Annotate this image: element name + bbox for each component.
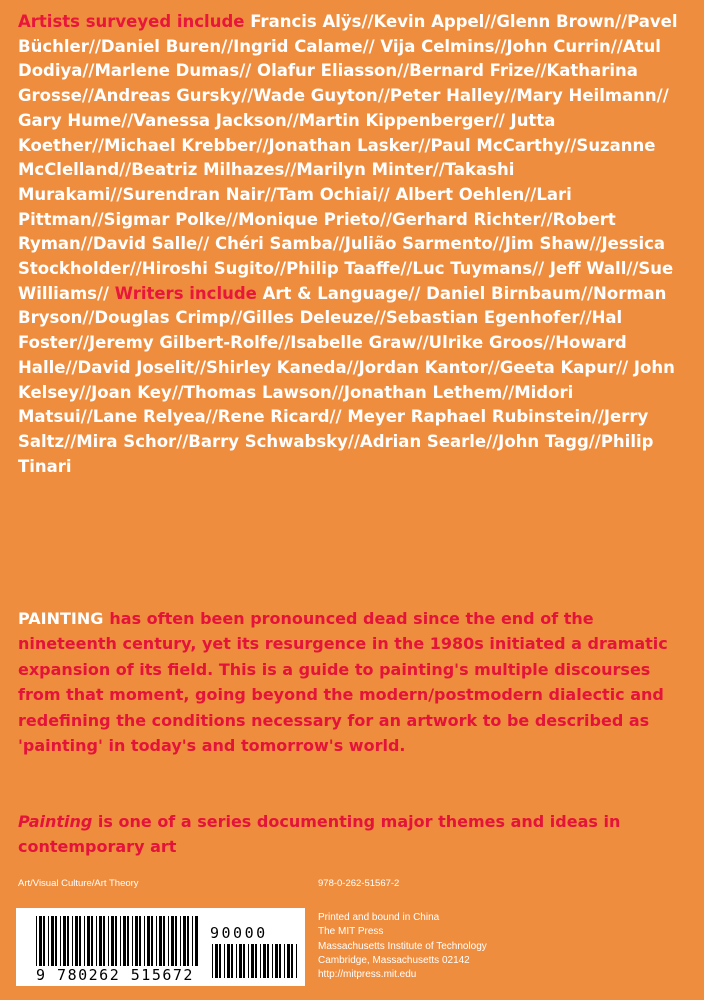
writers-heading: Writers include xyxy=(114,283,257,303)
barcode-bar xyxy=(284,944,285,978)
barcode-bar xyxy=(195,916,198,966)
contributors-list xyxy=(18,10,690,479)
blurb-text: has often been pronounced dead since the end of the nineteenth century, yet its resurgence in the 1980s initiated a dramatic expansion of its field. This is a guide to painting's multiple discourses from that moment, going beyond the modern/postmodern dialectic and redefining the conditions necessary for an artwork to be described as 'painting' in today's and tomorrow's world. xyxy=(18,609,668,756)
barcode-bar xyxy=(287,944,290,978)
barcode-bar xyxy=(108,916,109,966)
barcode-bar xyxy=(180,916,181,966)
barcode-bar xyxy=(215,944,218,978)
barcode-bar xyxy=(115,916,117,966)
barcode-bar xyxy=(91,916,93,966)
barcode-bar xyxy=(79,916,81,966)
barcode-bar xyxy=(127,916,129,966)
barcode-digits: 9 780262 515672 xyxy=(36,966,194,984)
barcode-bar xyxy=(243,944,245,978)
barcode-bar xyxy=(43,916,45,966)
barcode-bar xyxy=(224,944,225,978)
artists-names: Francis Alÿs//Kevin Appel//Glenn Brown//Pavel Büchler//Daniel Buren//Ingrid Calame// Vija Celmins//John Currin//Atul Dodiya//Marlene Dumas// Olafur Eliasson//Bernard Frize//Katharina Grosse//Andreas Gursky//Wade Guyton//Peter Halley//Mary Heilmann// Gary Hume//Vanessa Jackson//Martin Kippenberger// Jutta Koether//Michael Krebber//Jonathan Lasker//Paul McCarthy//Suzanne McClelland//Beatriz Milhazes//Marilyn Minter//Takashi Murakami//Surendran Nair//Tam Ochiai// Albert Oehlen//Lari Pittman//Sigmar Polke//Monique Prieto//Gerhard Richter//Robert Ryman//David Salle// Chéri Samba//Julião Sarmento//Jim Shaw//Jessica Stockholder//Hiroshi Sugito//Philip Taaffe//Luc Tuymans// Jeff Wall//Sue Williams// xyxy=(18,12,678,303)
barcode-bars xyxy=(36,916,198,966)
barcode-bar xyxy=(48,916,49,966)
series-text: is one of a series documenting major themes and ideas in contemporary art xyxy=(18,812,621,857)
barcode-bar xyxy=(75,916,78,966)
barcode-bar xyxy=(168,916,169,966)
barcode-bar xyxy=(248,944,249,978)
barcode-bar xyxy=(239,944,242,978)
barcode-bar xyxy=(212,944,213,978)
barcode-bar xyxy=(227,944,230,978)
barcode-bar xyxy=(39,916,42,966)
barcode-bar xyxy=(187,916,189,966)
publisher-city: Cambridge, Massachusetts 02142 xyxy=(318,954,470,966)
writers-names: Art & Language// Daniel Birnbaum//Norman Bryson//Douglas Crimp//Gilles Deleuze//Sebastian Egenhofer//Hal Foster//Jeremy Gilbert-Rolfe//Isabelle Graw//Ulrike Groos//Howard Halle//David Joselit//Shirley Kaneda//Jordan Kantor//Geeta Kapur// John Kelsey//Joan Key//Thomas Lawson//Jonathan Lethem//Midori Matsui//Lane Relyea//Rene Ricard// Meyer Raphael Rubinstein//Jerry Saltz//Mira Schor//Barry Schwabsky//Adrian Searle//John Tagg//Philip Tinari xyxy=(18,283,675,476)
barcode-bar xyxy=(135,916,138,966)
barcode-bar xyxy=(171,916,174,966)
barcode-bar xyxy=(263,944,266,978)
barcode-addon-digits: 90000 xyxy=(210,924,268,942)
barcode-bar xyxy=(132,916,133,966)
barcode-bar xyxy=(147,916,150,966)
barcode-bar xyxy=(251,944,254,978)
barcode-bar xyxy=(120,916,121,966)
barcode-bar xyxy=(192,916,193,966)
category-label: Art/Visual Culture/Art Theory xyxy=(18,878,139,889)
barcode-bar xyxy=(279,944,281,978)
barcode-bar xyxy=(51,916,54,966)
barcode-bar xyxy=(296,944,297,978)
barcode-bar xyxy=(67,916,69,966)
barcode-bar xyxy=(111,916,114,966)
description-paragraph xyxy=(18,606,690,758)
barcode-bar xyxy=(87,916,90,966)
barcode-bar xyxy=(123,916,126,966)
isbn-label: 978-0-262-51567-2 xyxy=(318,878,400,889)
barcode-bar xyxy=(236,944,237,978)
barcode-bar xyxy=(291,944,293,978)
barcode-bar xyxy=(272,944,273,978)
barcode-bar xyxy=(72,916,73,966)
publisher-block xyxy=(318,911,487,982)
barcode-bar xyxy=(219,944,221,978)
barcode-bar xyxy=(183,916,186,966)
barcode-bar xyxy=(60,916,61,966)
barcode-bar xyxy=(96,916,97,966)
publisher-name: The MIT Press xyxy=(318,926,384,938)
series-note xyxy=(18,809,690,860)
barcode-bar xyxy=(275,944,278,978)
barcode-bar xyxy=(36,916,37,966)
printed-line: Printed and bound in China xyxy=(318,912,440,923)
barcode-bar xyxy=(156,916,157,966)
barcode-bar xyxy=(267,944,269,978)
barcode-bar xyxy=(84,916,85,966)
publisher-url: http://mitpress.mit.edu xyxy=(318,969,417,981)
barcode-bar xyxy=(255,944,257,978)
barcode-addon-bars xyxy=(212,944,297,978)
barcode-bar xyxy=(144,916,145,966)
barcode-bar xyxy=(99,916,102,966)
publisher-institute: Massachusetts Institute of Technology xyxy=(318,940,487,952)
artists-heading: Artists surveyed include xyxy=(18,12,245,31)
barcode-bar xyxy=(151,916,153,966)
barcode xyxy=(16,908,305,986)
barcode-bar xyxy=(231,944,233,978)
barcode-bar xyxy=(159,916,162,966)
barcode-bar xyxy=(139,916,141,966)
barcode-bar xyxy=(163,916,165,966)
barcode-bar xyxy=(55,916,57,966)
barcode-bar xyxy=(175,916,177,966)
barcode-bar xyxy=(63,916,66,966)
barcode-bar xyxy=(260,944,261,978)
barcode-bar xyxy=(103,916,105,966)
series-title: Painting xyxy=(18,812,93,831)
blurb-lead: PAINTING xyxy=(18,609,104,628)
barcode-graphic xyxy=(16,908,305,986)
